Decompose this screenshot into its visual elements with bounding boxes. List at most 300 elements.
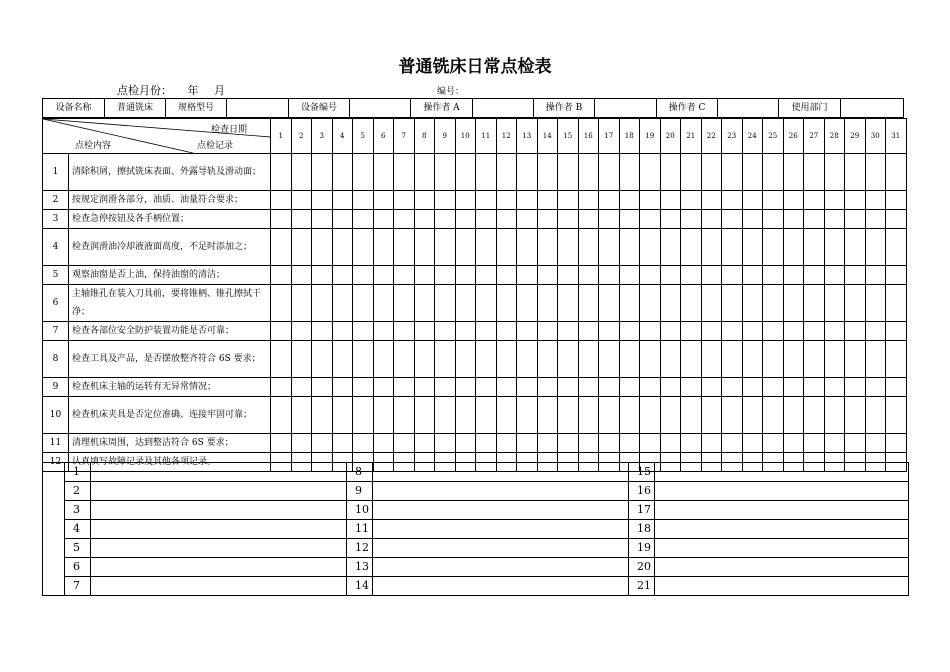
check-cell[interactable] [271,397,292,434]
check-cell[interactable] [496,434,517,453]
check-cell[interactable] [763,154,784,191]
check-cell[interactable] [886,210,907,229]
check-cell[interactable] [578,266,599,285]
fault-entry[interactable] [373,577,629,596]
check-cell[interactable] [599,378,620,397]
check-cell[interactable] [537,285,558,322]
info-cell[interactable] [595,99,657,118]
check-cell[interactable] [312,266,333,285]
check-cell[interactable] [783,341,804,378]
check-cell[interactable] [742,341,763,378]
check-cell[interactable] [394,397,415,434]
check-cell[interactable] [619,322,640,341]
check-cell[interactable] [414,229,435,266]
check-cell[interactable] [455,154,476,191]
check-cell[interactable] [886,191,907,210]
check-cell[interactable] [578,341,599,378]
check-cell[interactable] [640,322,661,341]
check-cell[interactable] [742,229,763,266]
check-cell[interactable] [660,434,681,453]
check-cell[interactable] [763,397,784,434]
check-cell[interactable] [517,154,538,191]
check-cell[interactable] [701,229,722,266]
check-cell[interactable] [558,154,579,191]
check-cell[interactable] [517,322,538,341]
check-cell[interactable] [886,434,907,453]
check-cell[interactable] [476,191,497,210]
check-cell[interactable] [804,154,825,191]
check-cell[interactable] [722,434,743,453]
check-cell[interactable] [619,434,640,453]
check-cell[interactable] [537,210,558,229]
check-cell[interactable] [291,322,312,341]
info-cell[interactable] [350,99,411,118]
check-cell[interactable] [558,285,579,322]
check-cell[interactable] [455,191,476,210]
check-cell[interactable] [783,378,804,397]
check-cell[interactable] [742,154,763,191]
check-cell[interactable] [332,210,353,229]
check-cell[interactable] [578,322,599,341]
check-cell[interactable] [578,378,599,397]
check-cell[interactable] [435,397,456,434]
check-cell[interactable] [722,229,743,266]
check-cell[interactable] [845,378,866,397]
check-cell[interactable] [886,322,907,341]
check-cell[interactable] [722,341,743,378]
check-cell[interactable] [619,191,640,210]
check-cell[interactable] [496,154,517,191]
info-cell[interactable] [227,99,289,118]
check-cell[interactable] [394,154,415,191]
check-cell[interactable] [455,266,476,285]
check-cell[interactable] [455,378,476,397]
check-cell[interactable] [291,378,312,397]
fault-entry[interactable] [655,539,909,558]
check-cell[interactable] [476,154,497,191]
fault-entry[interactable] [91,501,347,520]
check-cell[interactable] [722,191,743,210]
check-cell[interactable] [763,341,784,378]
check-cell[interactable] [701,378,722,397]
check-cell[interactable] [845,266,866,285]
check-cell[interactable] [271,154,292,191]
check-cell[interactable] [640,266,661,285]
check-cell[interactable] [394,341,415,378]
check-cell[interactable] [619,397,640,434]
check-cell[interactable] [517,210,538,229]
check-cell[interactable] [865,210,886,229]
check-cell[interactable] [271,378,292,397]
check-cell[interactable] [558,378,579,397]
check-cell[interactable] [845,397,866,434]
check-cell[interactable] [845,210,866,229]
check-cell[interactable] [824,397,845,434]
check-cell[interactable] [517,397,538,434]
fault-entry[interactable] [655,520,909,539]
fault-entry[interactable] [373,558,629,577]
check-cell[interactable] [619,285,640,322]
check-cell[interactable] [271,322,292,341]
check-cell[interactable] [619,229,640,266]
fault-entry[interactable] [373,482,629,501]
check-cell[interactable] [865,322,886,341]
check-cell[interactable] [291,191,312,210]
check-cell[interactable] [435,191,456,210]
check-cell[interactable] [742,191,763,210]
fault-entry[interactable] [373,520,629,539]
check-cell[interactable] [804,266,825,285]
check-cell[interactable] [640,285,661,322]
check-cell[interactable] [599,397,620,434]
check-cell[interactable] [763,285,784,322]
check-cell[interactable] [640,154,661,191]
fault-entry[interactable] [91,520,347,539]
check-cell[interactable] [414,285,435,322]
check-cell[interactable] [312,397,333,434]
check-cell[interactable] [271,266,292,285]
check-cell[interactable] [332,322,353,341]
fault-entry[interactable] [655,482,909,501]
check-cell[interactable] [394,285,415,322]
check-cell[interactable] [373,397,394,434]
check-cell[interactable] [373,341,394,378]
check-cell[interactable] [558,322,579,341]
check-cell[interactable] [537,341,558,378]
check-cell[interactable] [640,341,661,378]
check-cell[interactable] [742,434,763,453]
check-cell[interactable] [578,191,599,210]
check-cell[interactable] [414,266,435,285]
check-cell[interactable] [865,154,886,191]
check-cell[interactable] [476,341,497,378]
check-cell[interactable] [701,341,722,378]
check-cell[interactable] [291,229,312,266]
check-cell[interactable] [455,229,476,266]
check-cell[interactable] [414,378,435,397]
check-cell[interactable] [537,322,558,341]
check-cell[interactable] [824,285,845,322]
check-cell[interactable] [599,266,620,285]
check-cell[interactable] [824,341,845,378]
check-cell[interactable] [783,191,804,210]
check-cell[interactable] [332,397,353,434]
check-cell[interactable] [804,322,825,341]
check-cell[interactable] [435,229,456,266]
check-cell[interactable] [865,397,886,434]
check-cell[interactable] [517,229,538,266]
check-cell[interactable] [312,285,333,322]
check-cell[interactable] [845,322,866,341]
check-cell[interactable] [353,210,374,229]
check-cell[interactable] [783,154,804,191]
check-cell[interactable] [332,154,353,191]
check-cell[interactable] [681,154,702,191]
check-cell[interactable] [353,285,374,322]
check-cell[interactable] [496,322,517,341]
check-cell[interactable] [742,322,763,341]
check-cell[interactable] [701,397,722,434]
check-cell[interactable] [271,434,292,453]
check-cell[interactable] [537,266,558,285]
check-cell[interactable] [373,154,394,191]
check-cell[interactable] [701,322,722,341]
check-cell[interactable] [455,210,476,229]
check-cell[interactable] [722,154,743,191]
check-cell[interactable] [476,210,497,229]
check-cell[interactable] [537,154,558,191]
check-cell[interactable] [517,191,538,210]
check-cell[interactable] [681,322,702,341]
check-cell[interactable] [660,341,681,378]
check-cell[interactable] [660,229,681,266]
check-cell[interactable] [804,210,825,229]
check-cell[interactable] [394,191,415,210]
check-cell[interactable] [701,285,722,322]
check-cell[interactable] [578,285,599,322]
check-cell[interactable] [578,210,599,229]
check-cell[interactable] [681,397,702,434]
check-cell[interactable] [517,266,538,285]
check-cell[interactable] [414,154,435,191]
check-cell[interactable] [660,154,681,191]
fault-entry[interactable] [373,501,629,520]
check-cell[interactable] [783,322,804,341]
check-cell[interactable] [722,266,743,285]
check-cell[interactable] [824,229,845,266]
check-cell[interactable] [373,285,394,322]
check-cell[interactable] [414,210,435,229]
fault-entry[interactable] [373,463,629,482]
check-cell[interactable] [845,341,866,378]
fault-entry[interactable] [655,501,909,520]
check-cell[interactable] [578,434,599,453]
check-cell[interactable] [414,191,435,210]
check-cell[interactable] [701,154,722,191]
check-cell[interactable] [394,229,415,266]
check-cell[interactable] [763,210,784,229]
check-cell[interactable] [681,210,702,229]
info-cell[interactable] [718,99,779,118]
check-cell[interactable] [373,434,394,453]
check-cell[interactable] [886,397,907,434]
check-cell[interactable] [783,266,804,285]
check-cell[interactable] [353,191,374,210]
check-cell[interactable] [558,229,579,266]
check-cell[interactable] [701,191,722,210]
check-cell[interactable] [476,397,497,434]
check-cell[interactable] [353,434,374,453]
check-cell[interactable] [312,191,333,210]
check-cell[interactable] [537,397,558,434]
check-cell[interactable] [660,266,681,285]
check-cell[interactable] [353,322,374,341]
check-cell[interactable] [312,322,333,341]
check-cell[interactable] [353,397,374,434]
check-cell[interactable] [763,378,784,397]
check-cell[interactable] [722,397,743,434]
check-cell[interactable] [332,191,353,210]
check-cell[interactable] [291,154,312,191]
check-cell[interactable] [455,285,476,322]
check-cell[interactable] [271,229,292,266]
check-cell[interactable] [763,266,784,285]
check-cell[interactable] [496,191,517,210]
check-cell[interactable] [804,229,825,266]
check-cell[interactable] [578,229,599,266]
fault-entry[interactable] [655,558,909,577]
check-cell[interactable] [804,378,825,397]
check-cell[interactable] [476,266,497,285]
check-cell[interactable] [476,322,497,341]
check-cell[interactable] [455,434,476,453]
check-cell[interactable] [640,191,661,210]
check-cell[interactable] [373,378,394,397]
check-cell[interactable] [394,434,415,453]
check-cell[interactable] [886,378,907,397]
check-cell[interactable] [394,378,415,397]
check-cell[interactable] [681,285,702,322]
check-cell[interactable] [558,191,579,210]
check-cell[interactable] [435,266,456,285]
check-cell[interactable] [722,322,743,341]
check-cell[interactable] [599,341,620,378]
check-cell[interactable] [312,229,333,266]
check-cell[interactable] [373,322,394,341]
check-cell[interactable] [845,434,866,453]
fault-entry[interactable] [91,558,347,577]
check-cell[interactable] [291,341,312,378]
check-cell[interactable] [824,191,845,210]
check-cell[interactable] [599,285,620,322]
check-cell[interactable] [619,266,640,285]
check-cell[interactable] [804,434,825,453]
check-cell[interactable] [312,341,333,378]
check-cell[interactable] [291,285,312,322]
check-cell[interactable] [722,210,743,229]
check-cell[interactable] [660,378,681,397]
check-cell[interactable] [271,341,292,378]
check-cell[interactable] [558,341,579,378]
check-cell[interactable] [783,285,804,322]
check-cell[interactable] [291,210,312,229]
check-cell[interactable] [763,322,784,341]
check-cell[interactable] [701,434,722,453]
check-cell[interactable] [414,397,435,434]
check-cell[interactable] [332,285,353,322]
check-cell[interactable] [496,229,517,266]
check-cell[interactable] [742,378,763,397]
check-cell[interactable] [537,229,558,266]
check-cell[interactable] [332,229,353,266]
check-cell[interactable] [271,210,292,229]
check-cell[interactable] [619,341,640,378]
check-cell[interactable] [558,434,579,453]
check-cell[interactable] [599,322,620,341]
check-cell[interactable] [824,210,845,229]
check-cell[interactable] [537,434,558,453]
check-cell[interactable] [455,341,476,378]
info-cell[interactable] [841,99,904,118]
check-cell[interactable] [578,154,599,191]
info-cell[interactable] [473,99,534,118]
check-cell[interactable] [640,397,661,434]
check-cell[interactable] [353,229,374,266]
check-cell[interactable] [619,154,640,191]
check-cell[interactable] [455,397,476,434]
check-cell[interactable] [599,229,620,266]
fault-entry[interactable] [373,539,629,558]
check-cell[interactable] [373,229,394,266]
check-cell[interactable] [742,210,763,229]
check-cell[interactable] [517,378,538,397]
check-cell[interactable] [660,397,681,434]
check-cell[interactable] [476,378,497,397]
check-cell[interactable] [558,210,579,229]
check-cell[interactable] [845,229,866,266]
check-cell[interactable] [496,397,517,434]
check-cell[interactable] [373,191,394,210]
check-cell[interactable] [865,434,886,453]
check-cell[interactable] [291,266,312,285]
check-cell[interactable] [373,266,394,285]
check-cell[interactable] [332,341,353,378]
check-cell[interactable] [373,210,394,229]
check-cell[interactable] [537,378,558,397]
check-cell[interactable] [804,397,825,434]
check-cell[interactable] [701,210,722,229]
check-cell[interactable] [476,229,497,266]
check-cell[interactable] [783,210,804,229]
check-cell[interactable] [558,266,579,285]
check-cell[interactable] [783,229,804,266]
check-cell[interactable] [619,378,640,397]
check-cell[interactable] [414,322,435,341]
check-cell[interactable] [599,154,620,191]
check-cell[interactable] [353,378,374,397]
check-cell[interactable] [742,397,763,434]
check-cell[interactable] [640,378,661,397]
check-cell[interactable] [804,285,825,322]
check-cell[interactable] [886,154,907,191]
check-cell[interactable] [353,154,374,191]
check-cell[interactable] [476,285,497,322]
check-cell[interactable] [312,154,333,191]
check-cell[interactable] [845,191,866,210]
check-cell[interactable] [845,154,866,191]
check-cell[interactable] [517,434,538,453]
check-cell[interactable] [312,210,333,229]
check-cell[interactable] [578,397,599,434]
fault-entry[interactable] [91,577,347,596]
check-cell[interactable] [763,229,784,266]
check-cell[interactable] [824,434,845,453]
check-cell[interactable] [476,434,497,453]
check-cell[interactable] [865,229,886,266]
check-cell[interactable] [312,434,333,453]
check-cell[interactable] [681,434,702,453]
check-cell[interactable] [291,397,312,434]
check-cell[interactable] [619,210,640,229]
check-cell[interactable] [865,191,886,210]
check-cell[interactable] [681,229,702,266]
check-cell[interactable] [291,434,312,453]
check-cell[interactable] [332,378,353,397]
check-cell[interactable] [435,210,456,229]
check-cell[interactable] [824,322,845,341]
check-cell[interactable] [435,378,456,397]
check-cell[interactable] [660,322,681,341]
